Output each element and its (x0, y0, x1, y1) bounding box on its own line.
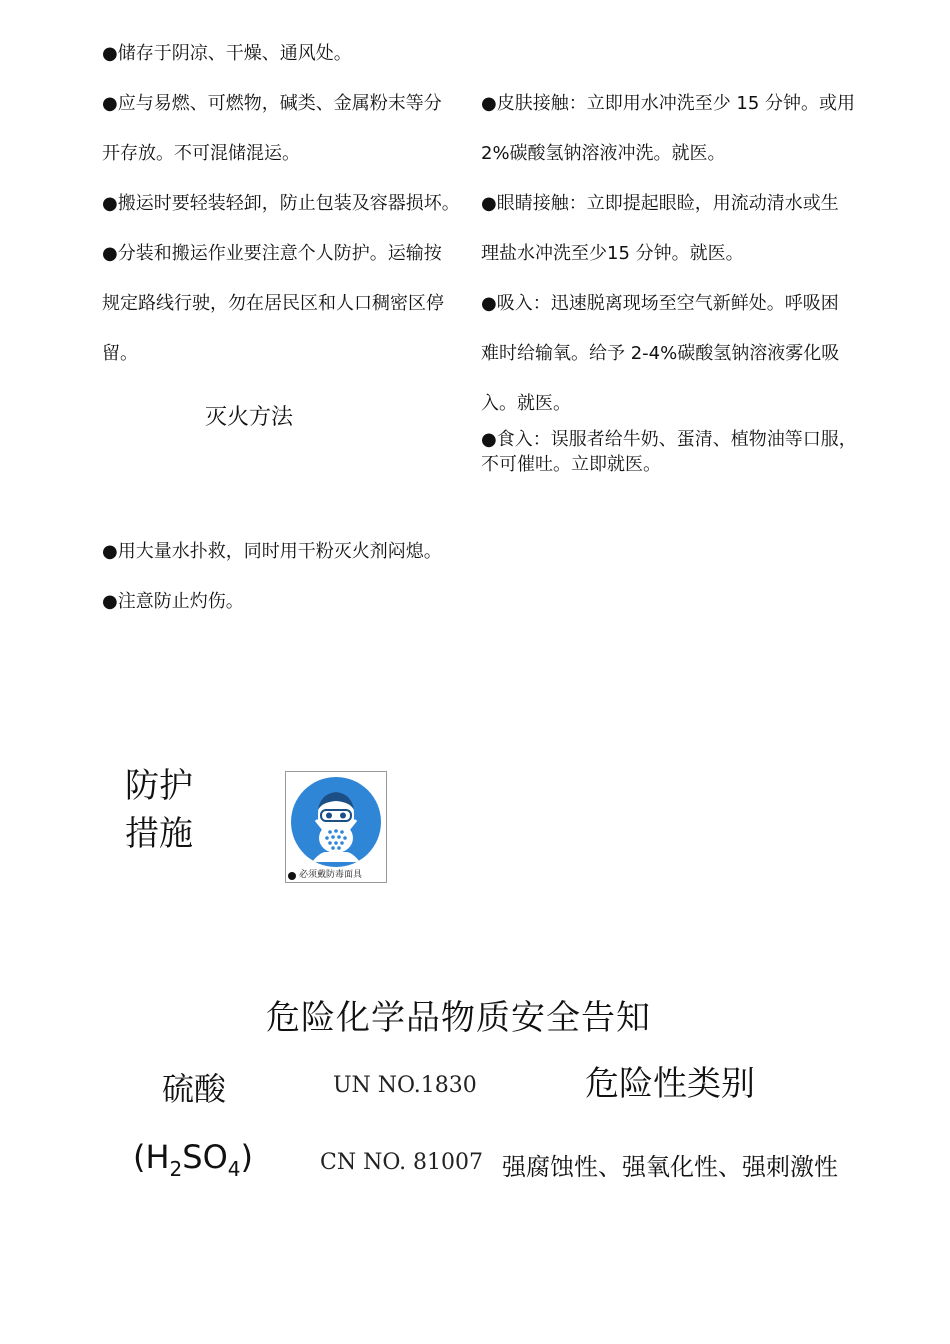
formula-sub-1: 2 (169, 1157, 183, 1181)
fire-line-2: ●注意防止灼伤。 (102, 591, 244, 612)
formula-mid: SO (182, 1138, 228, 1176)
storage-line-6: 规定路线行驶，勿在居民区和人口稠密区停 (102, 293, 444, 314)
formula-open: (H (133, 1138, 170, 1176)
protection-title-line-1: 防护 (125, 766, 193, 806)
first-aid-line-9: 不可催吐。立即就医。 (481, 454, 661, 475)
first-aid-line-4: 理盐水冲洗至少15 分钟。就医。 (481, 243, 744, 264)
storage-line-5: ●分装和搬运作业要注意个人防护。运输按 (102, 243, 442, 264)
bullet-dot-icon (288, 872, 296, 880)
sign-caption-text: 必须戴防毒面具 (299, 870, 363, 880)
storage-line-4: ●搬运时要轻装轻卸，防止包装及容器损坏。 (102, 193, 460, 214)
un-number: UN NO.1830 (333, 1073, 477, 1098)
notice-title: 危险化学品物质安全告知 (266, 998, 651, 1038)
gas-mask-sign (285, 771, 387, 883)
storage-line-3: 开存放。不可混储混运。 (102, 143, 300, 164)
chemical-formula (133, 1138, 253, 1181)
hazard-types: 强腐蚀性、强氧化性、强刺激性 (502, 1153, 838, 1181)
formula-close: ) (240, 1138, 253, 1176)
hazard-class-heading: 危险性类别 (585, 1064, 755, 1104)
gas-mask-icon (290, 776, 382, 868)
storage-line-2: ●应与易燃、可燃物，碱类、金属粉末等分 (102, 93, 442, 114)
first-aid-line-5: ●吸入：迅速脱离现场至空气新鲜处。呼吸困 (481, 293, 839, 314)
first-aid-line-8: ●食入：误服者给牛奶、蛋清、植物油等口服， (481, 429, 857, 450)
cn-number: CN NO. 81007 (320, 1150, 484, 1175)
fire-fighting-title: 灭火方法 (205, 405, 294, 430)
first-aid-line-3: ●眼睛接触：立即提起眼睑，用流动清水或生 (481, 193, 839, 214)
first-aid-line-6: 难时给输氧。给予 2-4%碳酸氢钠溶液雾化吸 (481, 343, 840, 364)
first-aid-line-7: 入。就医。 (481, 393, 571, 414)
chemical-name: 硫酸 (162, 1070, 227, 1108)
formula-sub-2: 4 (227, 1157, 241, 1181)
fire-line-1: ●用大量水扑救，同时用干粉灭火剂闷熄。 (102, 541, 442, 562)
protection-title-line-2: 措施 (125, 814, 193, 854)
storage-line-1: ●储存于阴凉、干燥、通风处。 (102, 43, 352, 64)
first-aid-line-2: 2%碳酸氢钠溶液冲洗。就医。 (481, 143, 726, 164)
first-aid-line-1: ●皮肤接触：立即用水冲洗至少 15 分钟。或用 (481, 93, 856, 114)
sign-caption (288, 870, 386, 881)
storage-line-7: 留。 (102, 343, 138, 364)
